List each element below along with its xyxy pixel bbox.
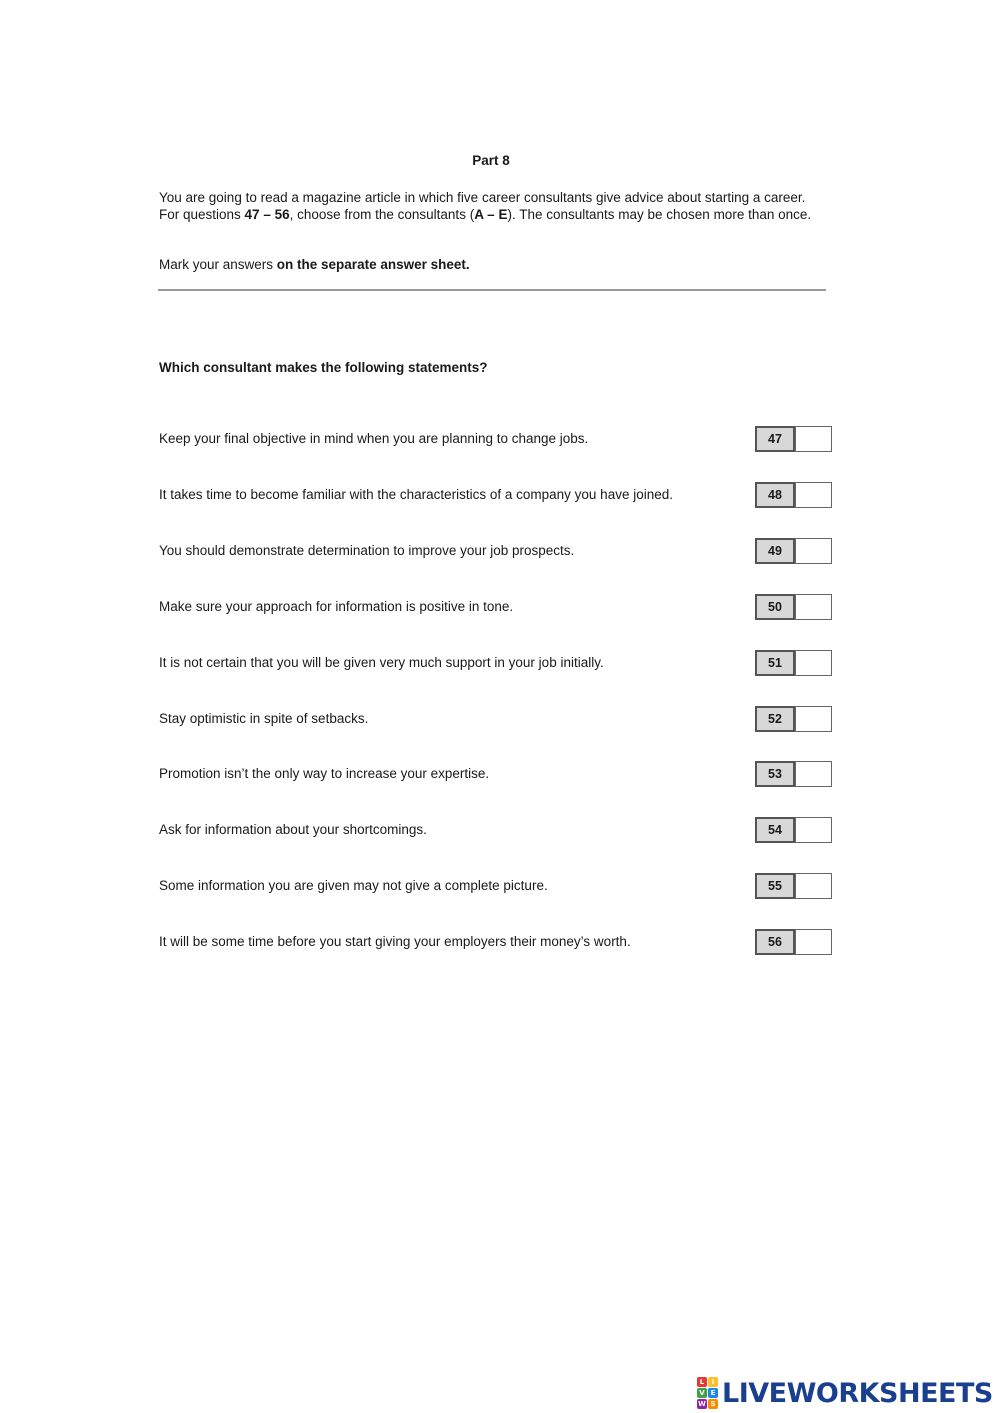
answer-box[interactable] — [795, 873, 832, 899]
question-number: 56 — [755, 929, 795, 955]
question-text: Ask for information about your shortcomings. — [159, 822, 427, 837]
mark-answers-instruction — [159, 257, 470, 272]
logo-tile: V — [697, 1388, 707, 1398]
question-text: It is not certain that you will be given very much support in your job initially. — [159, 655, 604, 670]
logo-tile: E — [708, 1388, 718, 1398]
question-number: 50 — [755, 594, 795, 620]
liveworksheets-brand — [697, 1376, 993, 1410]
question-text: Keep your final objective in mind when you are planning to change jobs. — [159, 431, 589, 446]
question-row — [159, 706, 834, 732]
answer-box[interactable] — [795, 594, 832, 620]
question-row — [159, 929, 834, 955]
answer-box[interactable] — [795, 817, 832, 843]
answer-box[interactable] — [795, 706, 832, 732]
mark-text: Mark your answers — [159, 257, 277, 272]
logo-tile: S — [708, 1399, 718, 1409]
question-heading: Which consultant makes the following statements? — [159, 360, 488, 375]
question-text: It takes time to become familiar with the characteristics of a company you have joined. — [159, 487, 673, 502]
question-text: Make sure your approach for information is positive in tone. — [159, 599, 514, 614]
intro-text-3: ). The consultants may be chosen more than once. — [507, 207, 812, 222]
brand-name: LIVEWORKSHEETS — [722, 1377, 993, 1409]
intro-text-1: You are going to read a magazine article in which five career consultants give advice about starting a career. For questions — [159, 190, 806, 222]
instructions-paragraph — [159, 189, 827, 223]
question-number: 53 — [755, 761, 795, 787]
question-number: 49 — [755, 538, 795, 564]
logo-tile: I — [708, 1377, 718, 1387]
answer-box[interactable] — [795, 538, 832, 564]
intro-text-2: , choose from the consultants ( — [289, 207, 475, 222]
intro-consultant-letters: A – E — [474, 207, 508, 222]
question-row — [159, 594, 834, 620]
logo-tile: L — [697, 1377, 707, 1387]
question-number: 54 — [755, 817, 795, 843]
question-number: 52 — [755, 706, 795, 732]
question-row — [159, 817, 834, 843]
question-text: Some information you are given may not give a complete picture. — [159, 878, 548, 893]
question-row — [159, 761, 834, 787]
question-row — [159, 538, 834, 564]
answer-box[interactable] — [795, 761, 832, 787]
section-divider — [158, 289, 826, 291]
question-number: 48 — [755, 482, 795, 508]
question-text: Stay optimistic in spite of setbacks. — [159, 711, 369, 726]
question-number: 51 — [755, 650, 795, 676]
intro-question-range: 47 – 56 — [244, 207, 290, 222]
question-number: 47 — [755, 426, 795, 452]
answer-box[interactable] — [795, 426, 832, 452]
question-row — [159, 482, 834, 508]
answer-box[interactable] — [795, 650, 832, 676]
answer-box[interactable] — [795, 482, 832, 508]
liveworksheets-logo-icon — [697, 1377, 719, 1409]
answer-box[interactable] — [795, 929, 832, 955]
question-text: It will be some time before you start giving your employers their money’s worth. — [159, 934, 631, 949]
part-title: Part 8 — [472, 153, 510, 168]
question-text: You should demonstrate determination to improve your job prospects. — [159, 543, 575, 558]
question-row — [159, 873, 834, 899]
question-row — [159, 650, 834, 676]
logo-tile: W — [698, 1400, 706, 1408]
question-number: 55 — [755, 873, 795, 899]
question-text: Promotion isn’t the only way to increase your expertise. — [159, 766, 490, 781]
mark-bold-text: on the separate answer sheet. — [276, 257, 470, 272]
question-row — [159, 426, 834, 452]
